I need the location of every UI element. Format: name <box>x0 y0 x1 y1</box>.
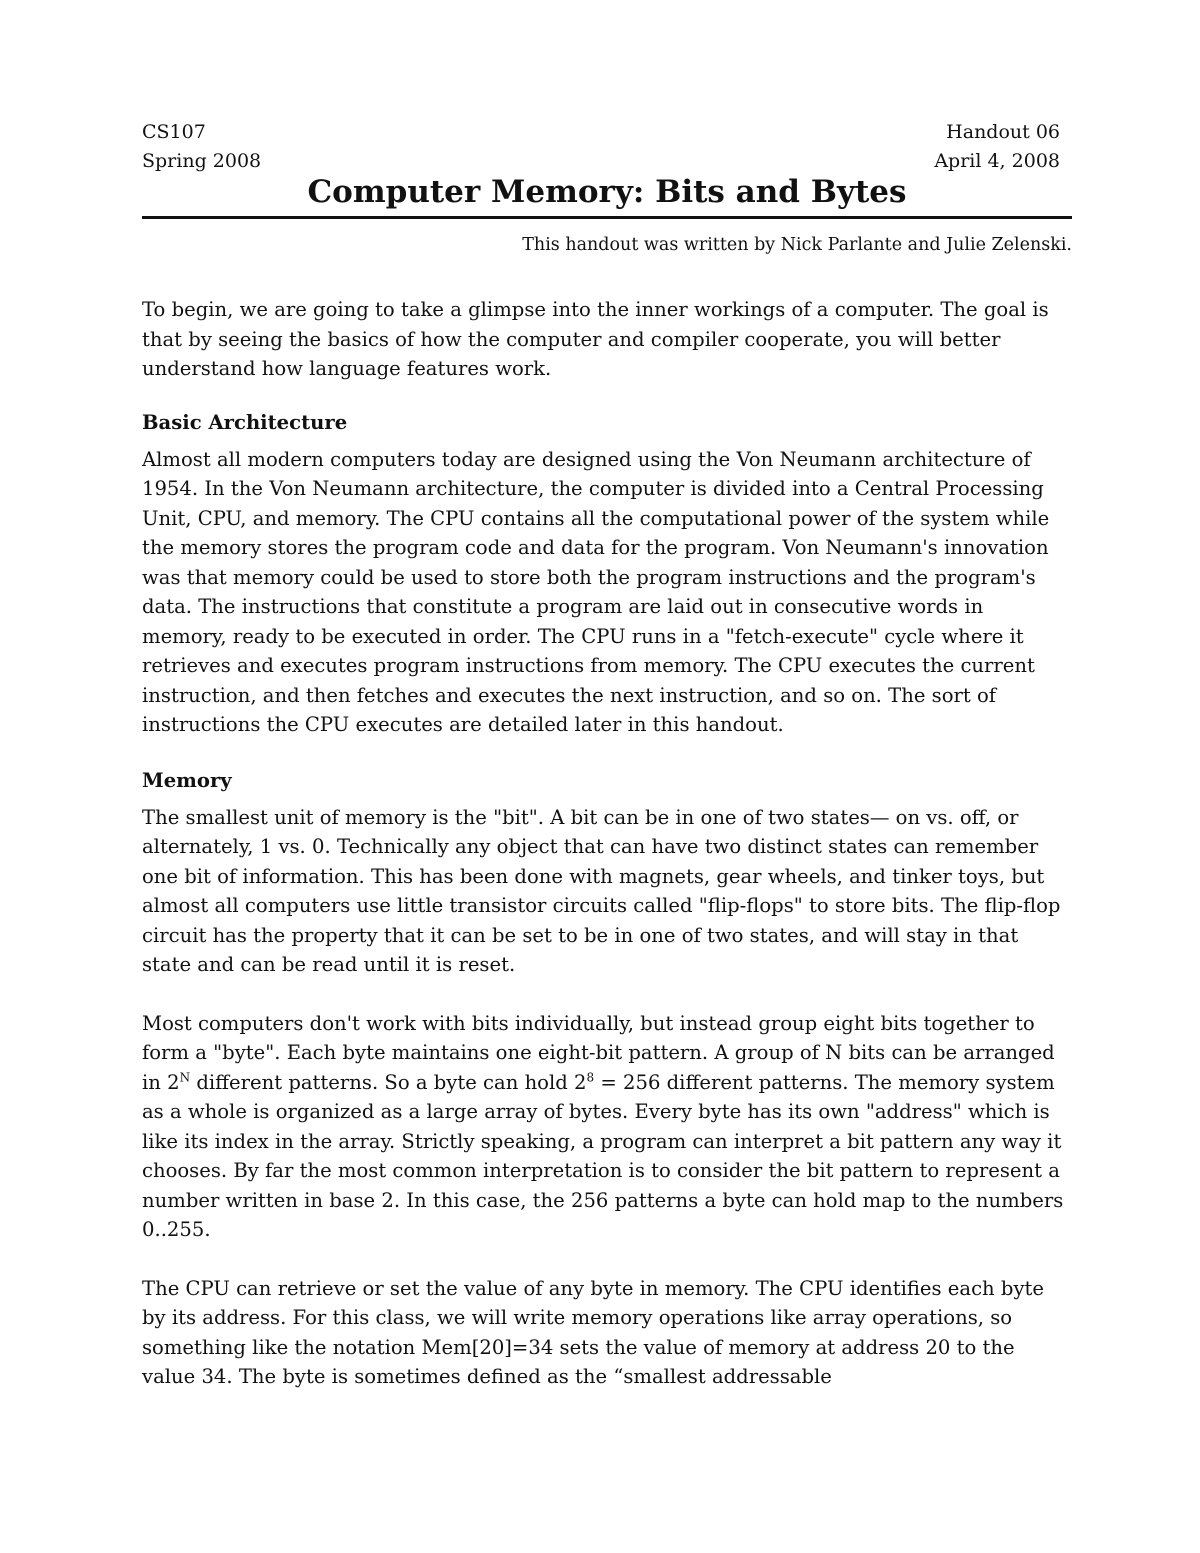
superscript-n: N <box>179 1069 191 1084</box>
memory-p2-text-c: = 256 different patterns. The memory system as a whole is organized as a large array of bytes. Every byte has its own "address" which is like its index in the array. Strictly speaking, a program can interpret a bit pattern any way it chooses. By far the most common interpretation is to consider the bit pattern to represent a number written in base 2. In this case, the 256 patterns a byte can hold map to the numbers 0..255. <box>142 1070 1064 1241</box>
intro-paragraph: To begin, we are going to take a glimpse into the inner workings of a computer. The goal is that by seeing the basics of how the computer and compiler cooperate, you will better understand how language features work. <box>142 298 1049 380</box>
memory-paragraph-1: The smallest unit of memory is the "bit". A bit can be in one of two states— on vs. off, or alternately, 1 vs. 0. Technically any object that can have two distinct states can remember one bit of information. This has been done with magnets, gear wheels, and tinker toys, but almost all computers use little transistor circuits called "flip-flops" to store bits. The flip-flop circuit has the property that it can be set to be in one of two states, and will stay in that state and can be read until it is reset. <box>142 805 1061 976</box>
section-heading-basic-architecture: Basic Architecture <box>142 410 348 434</box>
page-title: Computer Memory: Bits and Bytes <box>307 174 907 210</box>
memory-paragraph-3: The CPU can retrieve or set the value of any byte in memory. The CPU identifies each byte by its address. For this class, we will write memory operations like array operations, so something like the notation Mem[20]=34 sets the value of memory at address 20 to the value 34. The byte is sometimes defined as the “smallest addressable <box>142 1276 1044 1388</box>
title-divider <box>142 216 1072 219</box>
memory-paragraph-2 <box>142 1009 1072 1245</box>
handout-label: Handout 06 <box>946 121 1060 143</box>
memory-p2-text-b: different patterns. So a byte can hold 2 <box>190 1070 587 1094</box>
memory-p2-text-a: Most computers don't work with bits individually, but instead group eight bits together to form a "byte". Each byte maintains one eight-bit pattern. A group of N bits can be arranged in 2 <box>142 1011 1055 1094</box>
term-label: Spring 2008 <box>142 150 262 172</box>
byline: This handout was written by Nick Parlante and Julie Zelenski. <box>522 235 1072 255</box>
course-label: CS107 <box>142 121 206 143</box>
section-heading-memory: Memory <box>142 768 232 792</box>
header-row-1 <box>142 118 1060 147</box>
basic-architecture-paragraph: Almost all modern computers today are designed using the Von Neumann architecture of 1954. In the Von Neumann architecture, the computer is divided into a Central Processing Unit, CPU, and memory. The CPU contains all the computational power of the system while the memory stores the program code and data for the program. Von Neumann's innovation was that memory could be used to store both the program instructions and the program's data. The instructions that constitute a program are laid out in consecutive words in memory, ready to be executed in order. The CPU runs in a "fetch-execute" cycle where it retrieves and executes program instructions from memory. The CPU executes the current instruction, and then fetches and executes the next instruction, and so on. The sort of instructions the CPU executes are detailed later in this handout. <box>142 447 1050 736</box>
superscript-8: 8 <box>586 1069 595 1084</box>
document-page <box>142 118 1072 1392</box>
date-label: April 4, 2008 <box>934 150 1060 172</box>
